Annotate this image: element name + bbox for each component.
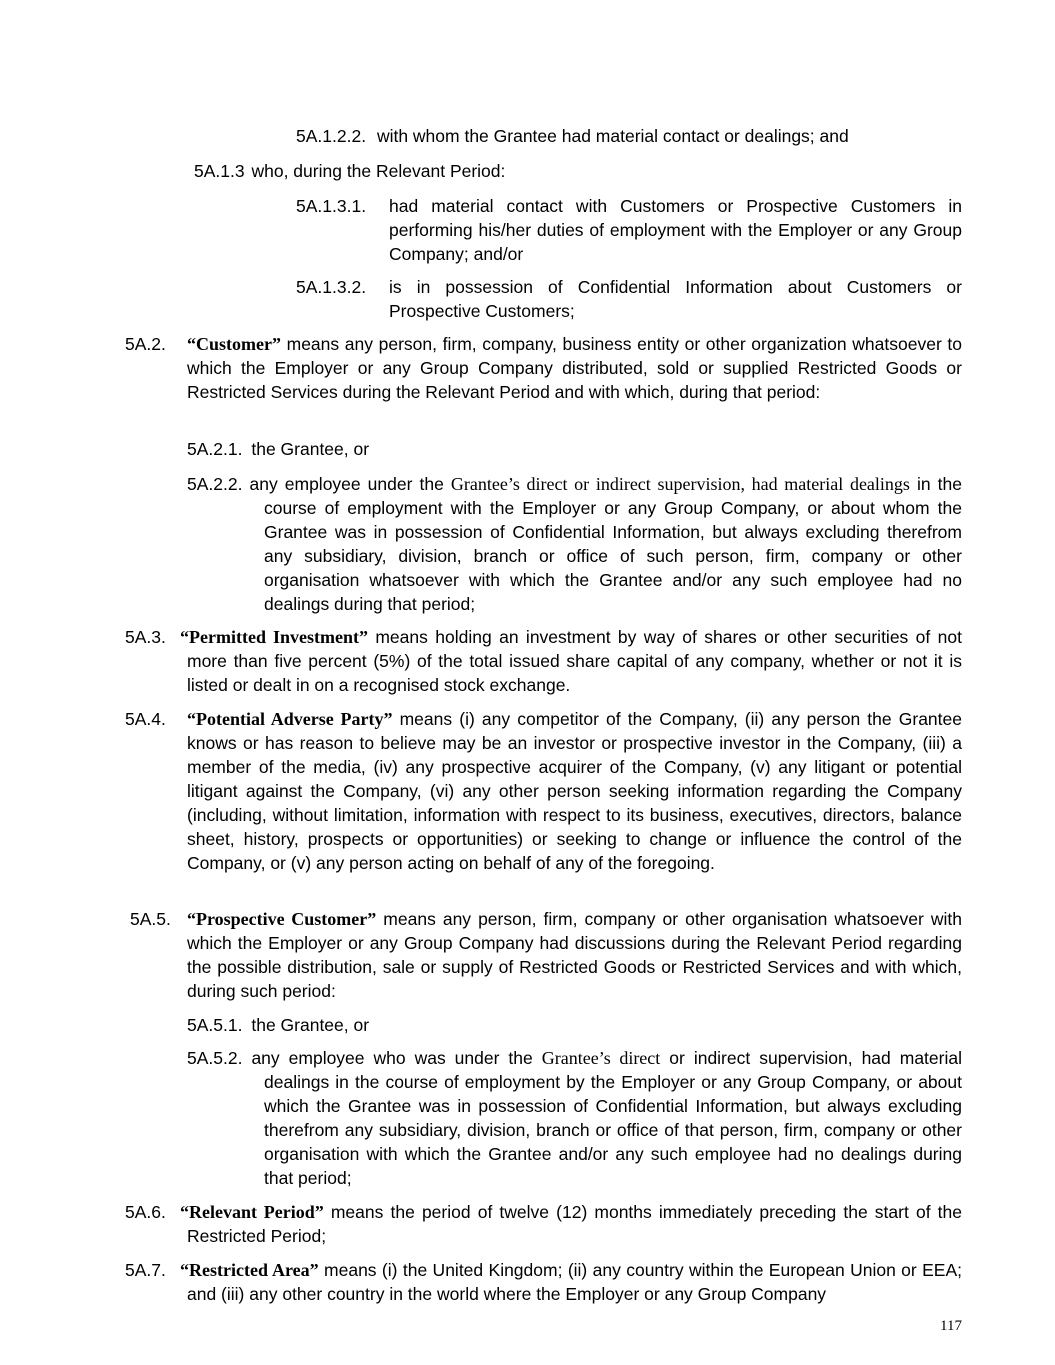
clause-text: the Grantee, or <box>251 1015 370 1035</box>
clause-5a-2-1 <box>187 437 962 461</box>
clause-number: 5A.5.1. <box>187 1015 243 1035</box>
clause-serif-text: Grantee’s direct <box>541 1048 661 1068</box>
clause-text: in the course of employment with the Employer or any Group Company, or about whom the Grantee was in possession of Confidential Information, but always excluding therefrom any subsidiary, division, branch or office of such person, firm, company or other organisation whatsoever with which the Grantee and/or any such employee had no dealings during that period; <box>264 474 962 614</box>
clause-text: means any person, firm, company, business entity or other organization whatsoever to which the Employer or any Group Company distributed, sold or supplied Restricted Goods or Restricted Services during the Relevant Period and with which, during that period: <box>187 334 962 402</box>
clause-number: 5A.6. <box>125 1202 166 1222</box>
clause-number: 5A.1.3.1. <box>296 196 367 216</box>
clause-5a-4 <box>125 707 962 875</box>
clause-5a-1-3 <box>194 159 962 183</box>
clause-number: 5A.5. <box>130 909 171 929</box>
clause-5a-5 <box>130 907 962 1003</box>
defined-term: “Permitted Investment” <box>180 627 368 647</box>
defined-term: “Restricted Area” <box>180 1260 319 1280</box>
clause-text: means holding an investment by way of shares or other securities of not more than five percent (5%) of the total issued share capital of any company, whether or not it is listed or dealt in on a recognised stock exchange. <box>187 627 962 695</box>
clause-text: means (i) the United Kingdom; (ii) any country within the European Union or EEA; and (iii) any other country in the world where the Employer or any Group Company <box>187 1260 962 1304</box>
clause-number: 5A.2. <box>125 334 166 354</box>
clause-5a-1-2-2 <box>296 124 962 148</box>
clause-5a-2-2 <box>187 472 962 616</box>
clause-5a-3 <box>125 625 962 697</box>
clause-5a-7 <box>125 1258 962 1306</box>
clause-number: 5A.5.2. <box>187 1048 243 1068</box>
clause-text: had material contact with Customers or Prospective Customers in performing his/her duties of employment with the Employer or any Group Company; and/or <box>389 196 962 264</box>
clause-5a-6 <box>125 1200 962 1248</box>
clause-text: is in possession of Confidential Information about Customers or Prospective Customers; <box>389 277 962 321</box>
clause-5a-5-1 <box>187 1013 962 1037</box>
defined-term: “Customer” <box>187 334 281 354</box>
clause-number: 5A.2.1. <box>187 439 243 459</box>
clause-number: 5A.7. <box>125 1260 166 1280</box>
defined-term: “Potential Adverse Party” <box>187 709 393 729</box>
clause-5a-1-3-1 <box>296 194 962 266</box>
clause-text: means any person, firm, company or other organisation whatsoever with which the Employer or any Group Company had discussions during the Relevant Period regarding the possible distribution, sale or supply of Restricted Goods or Restricted Services and with which, during such period: <box>187 909 962 1001</box>
clause-number: 5A.1.3 <box>194 161 245 181</box>
clause-5a-2 <box>125 332 962 404</box>
clause-lead-text: any employee under the <box>249 474 444 494</box>
clause-text: the Grantee, or <box>251 439 370 459</box>
clause-lead-text: any employee who was under the <box>251 1048 533 1068</box>
defined-term: “Prospective Customer” <box>187 909 377 929</box>
clause-number: 5A.2.2. <box>187 474 243 494</box>
clause-number: 5A.3. <box>125 627 166 647</box>
clause-text: means the period of twelve (12) months immediately preceding the start of the Restricted Period; <box>187 1202 962 1246</box>
clause-number: 5A.1.3.2. <box>296 277 367 297</box>
defined-term: “Relevant Period” <box>180 1202 324 1222</box>
clause-number: 5A.1.2.2. <box>296 126 367 146</box>
clause-number: 5A.4. <box>125 709 166 729</box>
clause-5a-5-2 <box>187 1046 962 1190</box>
clause-5a-1-3-2 <box>296 275 962 323</box>
clause-text: who, during the Relevant Period: <box>251 161 506 181</box>
clause-serif-text: Grantee’s direct or indirect supervision, had material dealings <box>450 474 910 494</box>
page-number: 117 <box>940 1318 962 1334</box>
clause-text: means (i) any competitor of the Company, (ii) any person the Grantee knows or has reason to believe may be an investor or prospective investor in the Company, (iii) a member of the media, (iv) any prospective acquirer of the Company, (v) any litigant or potential litigant against the Company, (vi) any other person seeking information regarding the Company (including, without limitation, information with respect to its business, executives, directors, balance sheet, history, prospects or opportunities) or seeking to change or influence the control of the Company, or (v) any person acting on behalf of any of the foregoing. <box>187 709 962 873</box>
clause-text: or indirect supervision, had material dealings in the course of employment by the Employer or any Group Company, or about which the Grantee was in possession of Confidential Information, but always excluding therefrom any subsidiary, division, branch or office of that person, firm, company or other organisation with which the Grantee and/or any such employee had no dealings during that period; <box>264 1048 962 1188</box>
clause-text: with whom the Grantee had material contact or dealings; and <box>376 126 849 146</box>
